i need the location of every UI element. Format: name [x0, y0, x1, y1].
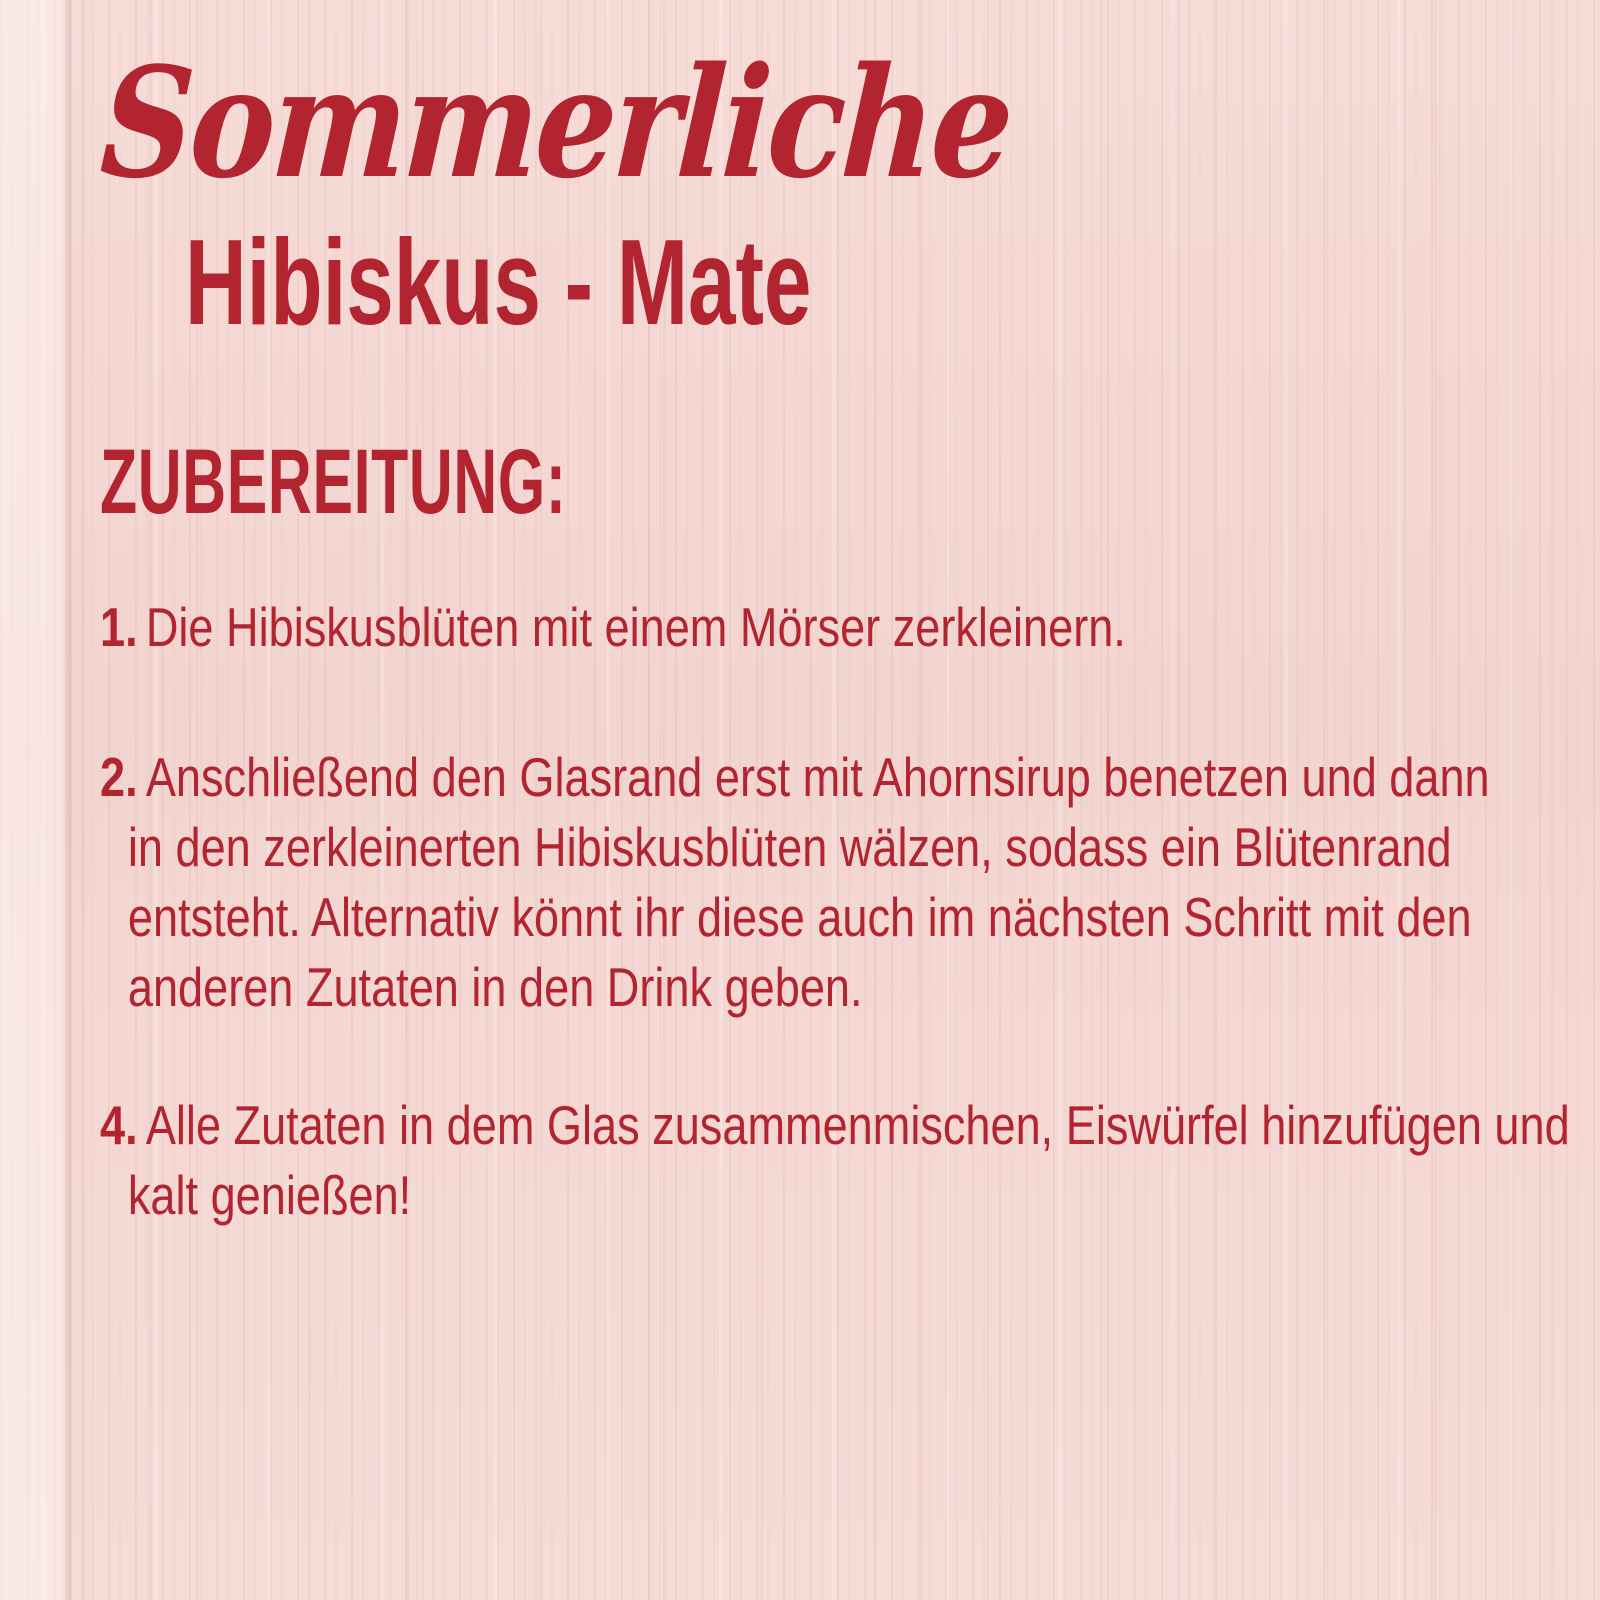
step-line: entsteht. Alternativ könnt ihr diese auch im nächsten Schritt mit den	[127, 886, 1472, 948]
step-line: anderen Zutaten in den Drink geben.	[127, 956, 863, 1018]
step-text: Die Hibiskusblüten mit einem Mörser zerkleinern.	[145, 596, 1126, 658]
step-4	[100, 1090, 1570, 1230]
step-number: 4.	[100, 1094, 138, 1156]
recipe-title-main: Hibiskus - Mate	[185, 214, 812, 350]
step-line	[100, 742, 1543, 812]
step-text: Anschließend den Glasrand erst mit Ahornsirup benetzen und dann	[145, 746, 1490, 808]
step-line: kalt genießen!	[127, 1164, 412, 1226]
step-number: 2.	[100, 746, 138, 808]
step-line	[100, 1090, 1570, 1160]
step-text: Alle Zutaten in dem Glas zusammenmischen, Eiswürfel hinzufügen und	[145, 1094, 1570, 1156]
step-number: 1.	[100, 596, 138, 658]
step-1	[100, 592, 1543, 662]
step-2	[100, 742, 1543, 1022]
section-heading-zubereitung: ZUBEREITUNG:	[100, 431, 567, 533]
recipe-title-script: Sommerliche	[96, 33, 1016, 212]
step-line	[100, 592, 1543, 662]
step-line: in den zerkleinerten Hibiskusblüten wälzen, sodass ein Blütenrand	[127, 816, 1452, 878]
